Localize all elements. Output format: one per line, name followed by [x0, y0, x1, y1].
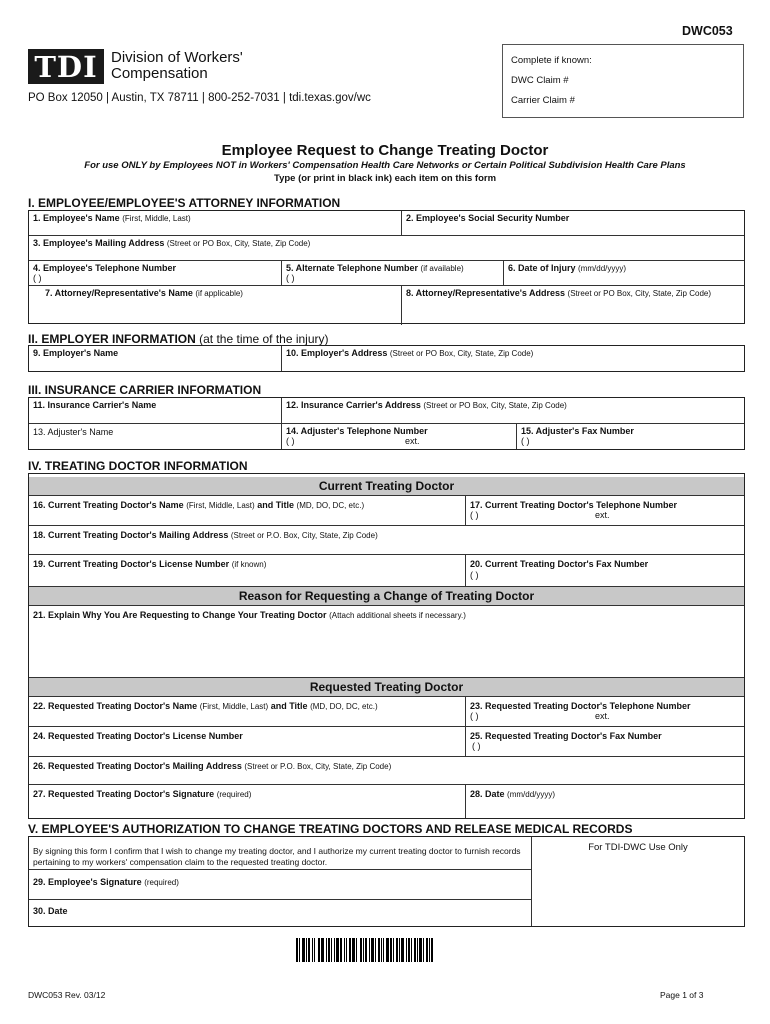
employee-phone-field[interactable]: 4. Employee's Telephone Number	[33, 263, 177, 273]
requested-doctor-phone-ext: ext.	[595, 711, 610, 721]
carrier-name-field[interactable]: 11. Insurance Carrier's Name	[33, 400, 157, 410]
requested-doctor-fax-field[interactable]: 25. Requested Treating Doctor's Fax Number	[470, 731, 662, 741]
current-doctor-name-field[interactable]: 16. Current Treating Doctor's Name (First, Middle, Last) and Title (MD, DO, DC, etc.)	[33, 500, 365, 510]
barcode	[296, 938, 474, 962]
section-4-grid	[28, 473, 745, 819]
employee-name-field[interactable]: 1. Employee's Name (First, Middle, Last)	[33, 213, 191, 223]
attorney-name-field[interactable]: 7. Attorney/Representative's Name (if applicable)	[45, 288, 243, 298]
requested-doctor-license-field[interactable]: 24. Requested Treating Doctor's License Number	[33, 731, 243, 741]
carrier-address-field[interactable]: 12. Insurance Carrier's Address (Street or PO Box, City, State, Zip Code)	[286, 400, 567, 410]
section-4-heading: IV. TREATING DOCTOR INFORMATION	[28, 459, 248, 473]
section-5-heading: V. EMPLOYEE'S AUTHORIZATION TO CHANGE TREATING DOCTORS AND RELEASE MEDICAL RECORDS	[28, 822, 633, 836]
section-3-heading: III. INSURANCE CARRIER INFORMATION	[28, 383, 262, 397]
dwc-claim-field[interactable]: DWC Claim #	[511, 75, 569, 86]
section-5-grid	[28, 836, 745, 927]
requested-doctor-name-field[interactable]: 22. Requested Treating Doctor's Name (First, Middle, Last) and Title (MD, DO, DC, etc.)	[33, 701, 378, 711]
current-doctor-phone-field[interactable]: 17. Current Treating Doctor's Telephone Number	[470, 500, 678, 510]
section-3-grid	[28, 397, 745, 450]
adjuster-phone-ext: ext.	[405, 436, 420, 446]
revision-label: DWC053 Rev. 03/12	[28, 990, 106, 1000]
authorization-text: By signing this form I confirm that I wish to change my treating doctor, and I authorize my current treating doctor to furnish records pertaining to my workers' compensation claim to the requested treating doctor.	[33, 846, 521, 867]
current-doctor-phone-ext: ext.	[595, 510, 610, 520]
current-doctor-address-field[interactable]: 18. Current Treating Doctor's Mailing Address (Street or P.O. Box, City, State, Zip Code)	[33, 530, 378, 540]
requested-doctor-phone-paren: ( )	[470, 711, 479, 721]
current-doctor-band: Current Treating Doctor	[29, 477, 744, 495]
claim-box	[502, 44, 744, 118]
form-instructions: Type (or print in black ink) each item on this form	[273, 173, 497, 184]
requested-doctor-address-field[interactable]: 26. Requested Treating Doctor's Mailing Address (Street or P.O. Box, City, State, Zip Code)	[33, 761, 392, 771]
claim-box-label: Complete if known:	[511, 55, 592, 66]
requested-doctor-phone-field[interactable]: 23. Requested Treating Doctor's Telephone Number	[470, 701, 691, 711]
employee-phone-paren: ( )	[33, 273, 42, 283]
form-subtitle: For use ONLY by Employees NOT in Workers' Compensation Health Care Networks or Certain Political Subdivision Health Care Plans	[84, 160, 686, 171]
agency-line-1: Division of Workers'	[111, 49, 243, 66]
section-1-grid	[28, 210, 745, 324]
section-2-grid	[28, 345, 745, 372]
form-code: DWC053	[682, 24, 733, 38]
adjuster-fax-paren: ( )	[521, 436, 530, 446]
current-doctor-fax-paren: ( )	[470, 570, 479, 580]
office-use-label: For TDI-DWC Use Only	[588, 842, 688, 853]
page-number: Page 1 of 3	[660, 990, 704, 1000]
reason-band: Reason for Requesting a Change of Treating Doctor	[29, 587, 744, 605]
adjuster-name-field[interactable]: 13. Adjuster's Name	[33, 427, 114, 437]
attorney-address-field[interactable]: 8. Attorney/Representative's Address (Street or PO Box, City, State, Zip Code)	[406, 288, 712, 298]
employer-address-field[interactable]: 10. Employer's Address (Street or PO Box, City, State, Zip Code)	[286, 348, 534, 358]
form-title: Employee Request to Change Treating Doctor	[221, 142, 549, 159]
section-2-heading: II. EMPLOYER INFORMATION (at the time of the injury)	[28, 332, 329, 346]
current-doctor-fax-field[interactable]: 20. Current Treating Doctor's Fax Number	[470, 559, 649, 569]
alternate-phone-field[interactable]: 5. Alternate Telephone Number (if available)	[286, 263, 464, 273]
agency-line-2: Compensation	[111, 65, 208, 82]
adjuster-phone-paren: ( )	[286, 436, 295, 446]
agency-name	[111, 50, 243, 82]
alternate-phone-paren: ( )	[286, 273, 295, 283]
section-1-heading: I. EMPLOYEE/EMPLOYEE'S ATTORNEY INFORMATION	[28, 196, 341, 210]
current-doctor-license-field[interactable]: 19. Current Treating Doctor's License Number (if known)	[33, 559, 267, 569]
adjuster-fax-field[interactable]: 15. Adjuster's Fax Number	[521, 426, 634, 436]
requested-doctor-date-field[interactable]: 28. Date (mm/dd/yyyy)	[470, 789, 556, 799]
current-doctor-phone-paren: ( )	[470, 510, 479, 520]
employee-ssn-field[interactable]: 2. Employee's Social Security Number	[406, 213, 570, 223]
employee-date-field[interactable]: 30. Date	[33, 906, 68, 916]
employer-name-field[interactable]: 9. Employer's Name	[33, 348, 119, 358]
employee-signature-field[interactable]: 29. Employee's Signature (required)	[33, 877, 179, 887]
tdi-logo: TDI	[28, 49, 104, 84]
employee-address-field[interactable]: 3. Employee's Mailing Address (Street or PO Box, City, State, Zip Code)	[33, 238, 311, 248]
date-of-injury-field[interactable]: 6. Date of Injury (mm/dd/yyyy)	[508, 263, 627, 273]
reason-field[interactable]: 21. Explain Why You Are Requesting to Change Your Treating Doctor (Attach additional sheets if necessary.)	[33, 610, 466, 620]
agency-address: PO Box 12050 | Austin, TX 78711 | 800-252-7031 | tdi.texas.gov/wc	[28, 92, 371, 104]
adjuster-phone-field[interactable]: 14. Adjuster's Telephone Number	[286, 426, 428, 436]
requested-doctor-signature-field[interactable]: 27. Requested Treating Doctor's Signature (required)	[33, 789, 252, 799]
requested-doctor-band: Requested Treating Doctor	[29, 678, 744, 696]
carrier-claim-field[interactable]: Carrier Claim #	[511, 95, 575, 106]
requested-doctor-fax-paren: ( )	[472, 741, 481, 751]
